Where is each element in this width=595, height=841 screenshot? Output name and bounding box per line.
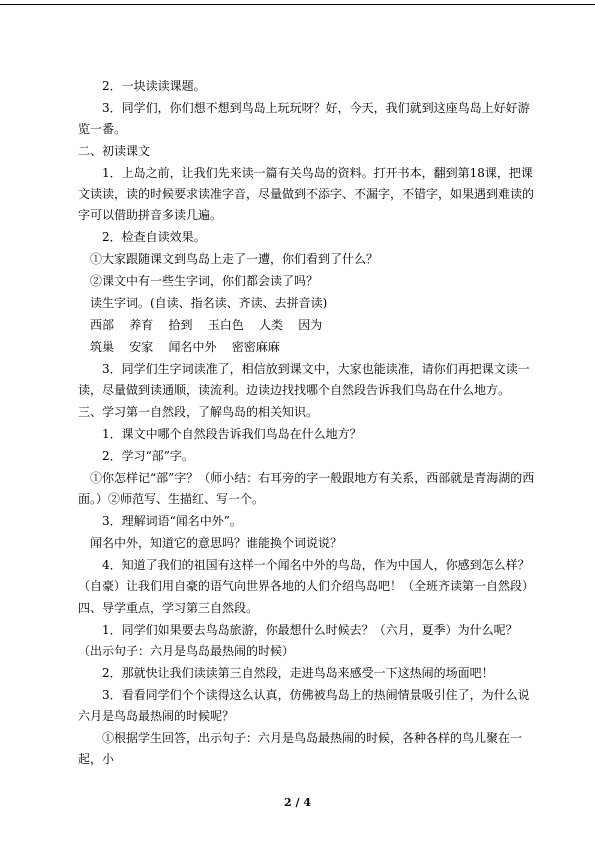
paragraph: ①你怎样记“部”字？（师小结：右耳旁的字一般跟地方有关系，西部就是青海湖的西面。）②师范写、生描红、写一个。 [78, 471, 535, 506]
paragraph: 3．看看同学们个个读得这么认真，仿佛被鸟岛上的热闹情景吸引住了，为什么说六月是鸟岛最热闹的时候呢？ [78, 688, 530, 723]
paragraph: 4．知道了我们的祖国有这样一个闻名中外的鸟岛，作为中国人，你感到怎么样？（自豪）让我们用自豪的语气向世界各地的人们介绍鸟岛吧！（全班齐读第一自然段） [78, 558, 535, 593]
paragraph: 3．理解词语“闻名中外”。 [102, 514, 242, 528]
paragraph: 2．学习“部”字。 [102, 449, 194, 463]
paragraph: 三、学习第一自然段，了解鸟岛的相关知识。 [78, 405, 319, 419]
paragraph: 3．同学们，你们想不想到鸟岛上玩玩呀？好，今天，我们就到这座鸟岛上好好游览一番。 [78, 101, 530, 136]
paragraph: 闻名中外，知道它的意思吗？谁能换个词说说？ [90, 536, 343, 550]
paragraph: 二、初读课文 [78, 144, 151, 158]
paragraph: 四、导学重点，学习第三自然段。 [78, 601, 259, 615]
paragraph: 2．检查自读效果。 [102, 230, 206, 244]
header-rule [0, 4, 595, 5]
paragraph: 1．课文中哪个自然段告诉我们鸟岛在什么地方？ [102, 427, 362, 441]
paragraph: 筑巢 安家 闻名中外 密密麻麻 [90, 340, 280, 354]
paragraph: ①大家跟随课文到鸟岛上走了一遭，你们看到了什么？ [90, 252, 379, 266]
paragraph: 1．同学们如果要去鸟岛旅游，你最想什么时候去？（六月，夏季）为什么呢？（出示句子：六月是鸟岛最热闹的时候） [78, 623, 518, 658]
paragraph: 西部 养育 拾到 玉白色 人类 因为 [90, 318, 323, 332]
paragraph: ②课文中有一些生字词，你们都会读了吗？ [90, 274, 319, 288]
paragraph: 3．同学们生字词读准了，相信放到课文中，大家也能读准，请你们再把课文读一读，尽量做到读通顺，读流利。边读边找找哪个自然段告诉我们鸟岛在什么地方。 [78, 362, 530, 397]
paragraph: 读生字词。(自读、指名读、齐读、去拼音读) [90, 296, 328, 310]
paragraph: 2．一块读读课题。 [102, 79, 206, 93]
paragraph: 1．上岛之前，让我们先来读一篇有关鸟岛的资料。打开书本，翻到第18课，把课文读读，读的时候要求读准字音，尽量做到不添字、不漏字，不错字，如果遇到难读的字可以借助拼音多读几遍。 [78, 166, 535, 222]
page-number: 2 / 4 [284, 796, 311, 809]
paragraph: ①根据学生回答，出示句子：六月是鸟岛最热闹的时候，各种各样的鸟儿聚在一起，小 [78, 731, 523, 766]
document-body [78, 76, 540, 771]
paragraph: 2．那就快让我们读读第三自然段，走进鸟岛来感受一下这热闹的场面吧！ [102, 666, 494, 680]
